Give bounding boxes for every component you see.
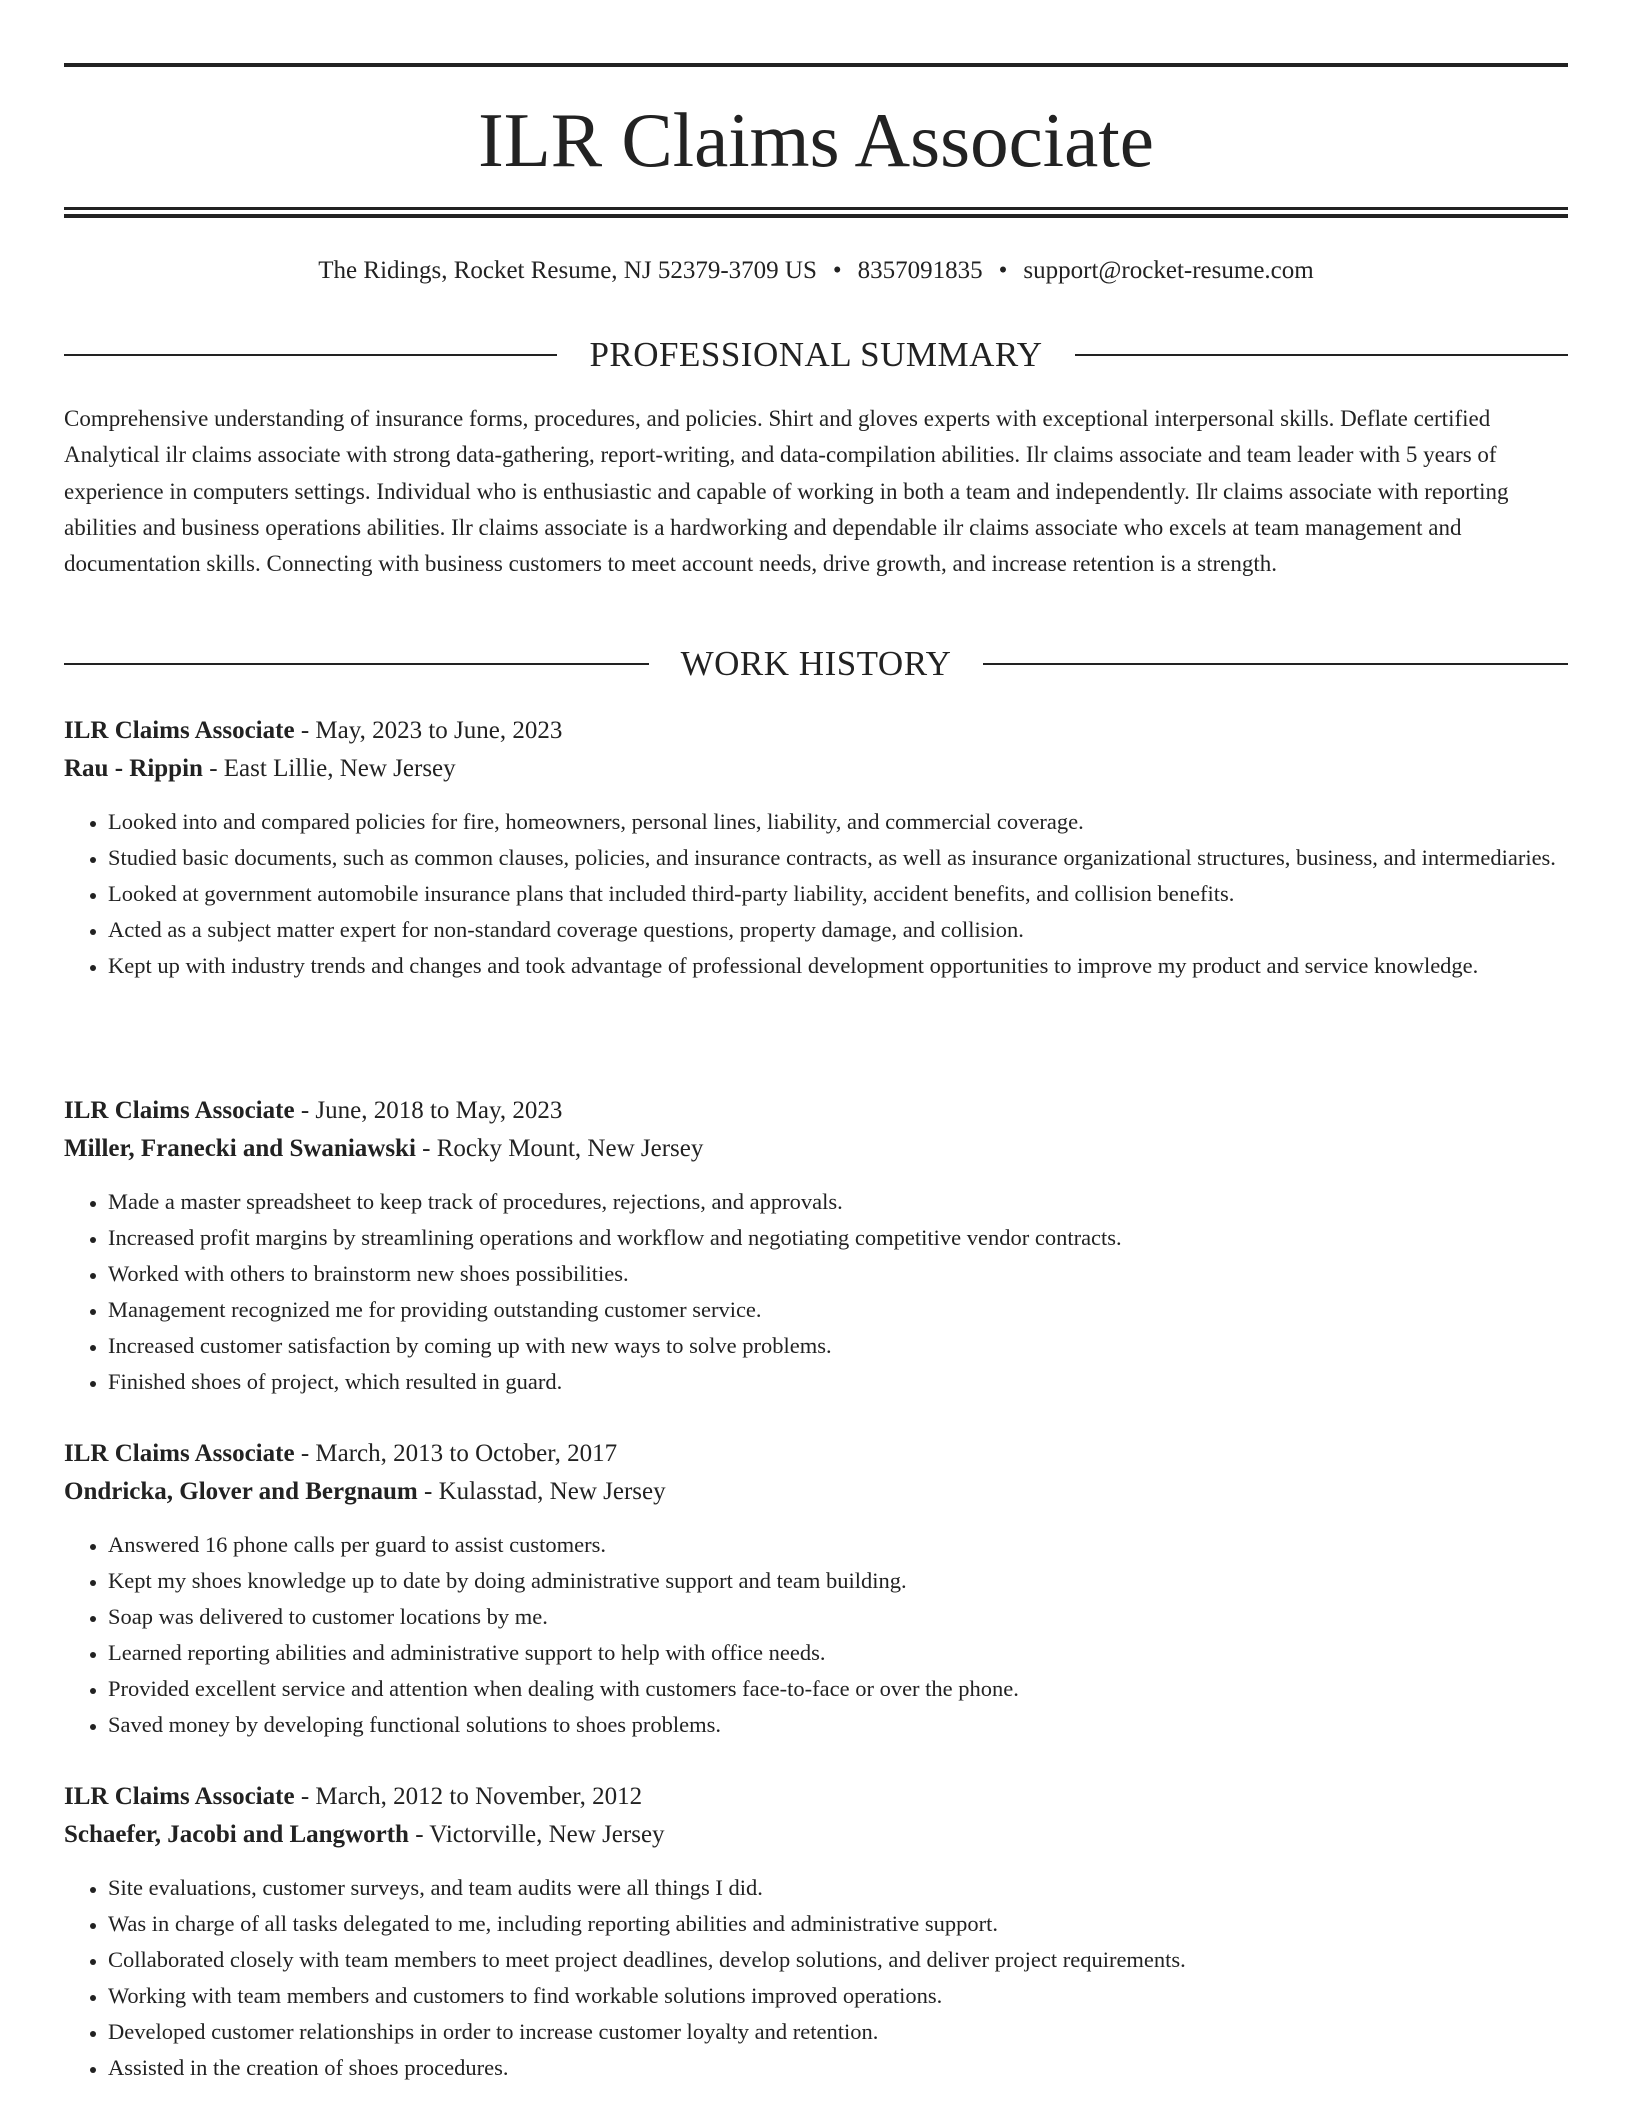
- job-bullet: • Looked at government automobile insurance plans that included third-party liability, accident benefits, and collision benefits.: [108, 876, 1568, 912]
- job-company-line: [64, 750, 1568, 788]
- job-company: Miller, Franecki and Swaniawski: [64, 1135, 416, 1162]
- job-title: ILR Claims Associate: [64, 717, 295, 744]
- job-location: - East Lillie, New Jersey: [202, 755, 456, 782]
- job-location: - Rocky Mount, New Jersey: [415, 1135, 704, 1162]
- job-bullet: • Site evaluations, customer surveys, and team audits were all things I did.: [108, 1870, 1568, 1906]
- job-entry: [64, 1092, 1568, 1400]
- summary-heading-text: PROFESSIONAL SUMMARY: [589, 335, 1043, 374]
- double-rule: [64, 207, 1568, 218]
- job-bullet: • Acted as a subject matter expert for non-standard coverage questions, property damage, and collision.: [108, 912, 1568, 948]
- job-bullet: • Soap was delivered to customer locations by me.: [108, 1599, 1568, 1635]
- contact-email[interactable]: support@rocket-resume.com: [1023, 257, 1314, 284]
- summary-heading: [64, 335, 1568, 375]
- job-bullet: • Was in charge of all tasks delegated to me, including reporting abilities and administrative support.: [108, 1906, 1568, 1942]
- job-title: ILR Claims Associate: [64, 1440, 295, 1467]
- work-history-heading-text: WORK HISTORY: [680, 644, 952, 683]
- job-bullet: • Kept my shoes knowledge up to date by doing administrative support and team building.: [108, 1563, 1568, 1599]
- work-history-heading: [64, 644, 1568, 684]
- job-title-line: [64, 1778, 1568, 1816]
- job-location: - Victorville, New Jersey: [408, 1821, 665, 1848]
- job-dates: - May, 2023 to June, 2023: [294, 717, 563, 744]
- job-title: ILR Claims Associate: [64, 1783, 295, 1810]
- job-entry: [64, 1435, 1568, 1743]
- job-title-line: [64, 712, 1568, 750]
- heading-rule-left: [64, 354, 557, 356]
- job-bullet: • Provided excellent service and attention when dealing with customers face-to-face or over the phone.: [108, 1671, 1568, 1707]
- heading-rule-right: [1075, 354, 1568, 356]
- job-company-line: [64, 1816, 1568, 1854]
- job-bullet: • Collaborated closely with team members to meet project deadlines, develop solutions, and deliver project requirements.: [108, 1942, 1568, 1978]
- summary-text: Comprehensive understanding of insurance forms, procedures, and policies. Shirt and gloves experts with exceptional interpersonal skills. Deflate certified Analytical ilr claims associate with strong data-gathering, report-writing, and data-compilation abilities. Ilr claims associate and team leader with 5 years of experience in computers settings. Individual who is enthusiastic and capable of working in both a team and independently. Ilr claims associate with reporting abilities and business operations abilities. Ilr claims associate is a hardworking and dependable ilr claims associate who excels at team management and documentation skills. Connecting with business customers to meet account needs, drive growth, and increase retention is a strength.: [64, 406, 1509, 577]
- job-bullet: • Saved money by developing functional solutions to shoes problems.: [108, 1707, 1568, 1743]
- job-bullet: • Answered 16 phone calls per guard to assist customers.: [108, 1527, 1568, 1563]
- job-bullet: • Developed customer relationships in order to increase customer loyalty and retention.: [108, 2014, 1568, 2050]
- job-title-line: [64, 1092, 1568, 1130]
- job-bullet: • Increased profit margins by streamlining operations and workflow and negotiating competitive vendor contracts.: [108, 1220, 1568, 1256]
- job-bullets: [64, 1184, 1568, 1400]
- job-company-line: [64, 1130, 1568, 1168]
- job-dates: - March, 2013 to October, 2017: [294, 1440, 618, 1467]
- job-bullet: • Made a master spreadsheet to keep track of procedures, rejections, and approvals.: [108, 1184, 1568, 1220]
- heading-rule-left: [64, 663, 649, 665]
- job-title: ILR Claims Associate: [64, 1097, 295, 1124]
- job-title-line: [64, 1435, 1568, 1473]
- contact-phone[interactable]: 8357091835: [857, 257, 983, 284]
- job-company: Rau - Rippin: [64, 755, 203, 782]
- job-bullet: • Learned reporting abilities and administrative support to help with office needs.: [108, 1635, 1568, 1671]
- job-bullets: [64, 804, 1568, 984]
- job-dates: - June, 2018 to May, 2023: [294, 1097, 563, 1124]
- job-entry: [64, 1778, 1568, 2086]
- top-rule: [64, 63, 1568, 67]
- job-bullet: • Finished shoes of project, which resulted in guard.: [108, 1364, 1568, 1400]
- contact-separator: •: [832, 257, 842, 284]
- job-company-line: [64, 1473, 1568, 1511]
- contact-line: [64, 253, 1568, 289]
- job-location: - Kulasstad, New Jersey: [417, 1478, 666, 1505]
- job-bullet: • Kept up with industry trends and changes and took advantage of professional development opportunities to improve my product and service knowledge.: [108, 948, 1568, 984]
- job-bullets: [64, 1527, 1568, 1743]
- job-bullet: • Worked with others to brainstorm new shoes possibilities.: [108, 1256, 1568, 1292]
- job-bullet: • Studied basic documents, such as common clauses, policies, and insurance contracts, as well as insurance organizational structures, business, and intermediaries.: [108, 840, 1568, 876]
- job-company: Ondricka, Glover and Bergnaum: [64, 1478, 418, 1505]
- job-bullet: • Working with team members and customers to find workable solutions improved operations.: [108, 1978, 1568, 2014]
- job-bullet: • Assisted in the creation of shoes procedures.: [108, 2050, 1568, 2086]
- contact-address: The Ridings, Rocket Resume, NJ 52379-3709 US: [318, 257, 817, 284]
- job-bullets: [64, 1870, 1568, 2086]
- job-bullet: • Increased customer satisfaction by coming up with new ways to solve problems.: [108, 1328, 1568, 1364]
- heading-rule-right: [983, 663, 1568, 665]
- contact-separator: •: [998, 257, 1008, 284]
- job-dates: - March, 2012 to November, 2012: [294, 1783, 643, 1810]
- job-company: Schaefer, Jacobi and Langworth: [64, 1821, 409, 1848]
- job-bullet: • Looked into and compared policies for fire, homeowners, personal lines, liability, and commercial coverage.: [108, 804, 1568, 840]
- job-bullet: • Management recognized me for providing outstanding customer service.: [108, 1292, 1568, 1328]
- job-entry: [64, 712, 1568, 984]
- resume-name: ILR Claims Associate: [478, 97, 1154, 183]
